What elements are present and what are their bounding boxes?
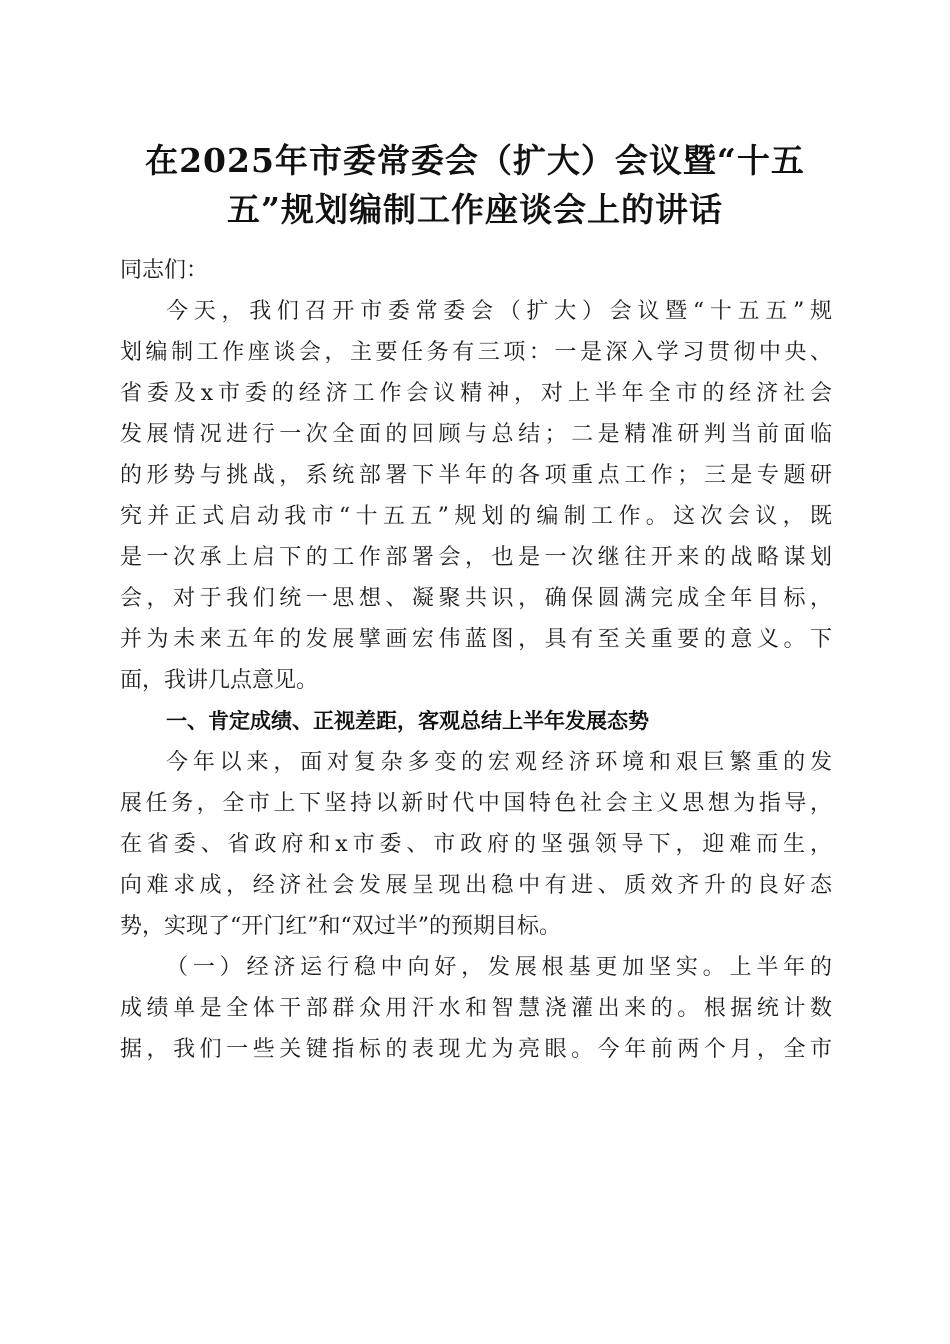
title-line-2: 五”规划编制工作座谈会上的讲话 — [227, 190, 723, 229]
paragraph-line: （一）经济运行稳中向好，发展根基更加坚实。上半年的 — [166, 955, 832, 980]
paragraph-line: 是一次承上启下的工作部署会，也是一次继往开来的战略谋划 — [120, 545, 832, 570]
title-line-1: 在2025年市委常委会（扩大）会议暨“十五 — [145, 141, 805, 180]
paragraph-line: 发展情况进行一次全面的回顾与总结；二是精准研判当前面临 — [120, 422, 832, 447]
paragraph-line: 在省委、省政府和x市委、市政府的坚强领导下，迎难而生， — [120, 832, 832, 857]
paragraph-line: 并为未来五年的发展擘画宏伟蓝图，具有至关重要的意义。下 — [120, 627, 832, 652]
paragraph-line: 会，对于我们统一思想、凝聚共识，确保圆满完成全年目标， — [120, 586, 832, 611]
paragraph-line: 展任务，全市上下坚持以新时代中国特色社会主义思想为指导， — [120, 791, 832, 816]
paragraph-line: 划编制工作座谈会，主要任务有三项：一是深入学习贯彻中央、 — [120, 340, 832, 365]
paragraph-line: 今年以来，面对复杂多变的宏观经济环境和艰巨繁重的发 — [166, 750, 832, 775]
paragraph-line: 成绩单是全体干部群众用汗水和智慧浇灌出来的。根据统计数 — [120, 996, 832, 1021]
paragraph-line: 势，实现了“开门红”和“双过半”的预期目标。 — [120, 914, 561, 939]
paragraph-line: 向难求成，经济社会发展呈现出稳中有进、质效齐升的良好态 — [120, 873, 832, 898]
paragraph-line: 今天，我们召开市委常委会（扩大）会议暨“十五五”规 — [166, 299, 832, 324]
paragraph-line: 究并正式启动我市“十五五”规划的编制工作。这次会议，既 — [120, 504, 832, 529]
paragraph-line: 省委及x市委的经济工作会议精神，对上半年全市的经济社会 — [120, 381, 832, 406]
section-heading: 一、肯定成绩、正视差距，客观总结上半年发展态势 — [166, 709, 649, 733]
document-title — [110, 136, 840, 234]
paragraph-line: 的形势与挑战，系统部署下半年的各项重点工作；三是专题研 — [120, 463, 832, 488]
paragraph-line: 面，我讲几点意见。 — [120, 668, 319, 693]
salutation: 同志们： — [120, 258, 209, 283]
document-body — [120, 250, 832, 1070]
paragraph-line: 据，我们一些关键指标的表现尤为亮眼。今年前两个月，全市 — [120, 1037, 832, 1062]
